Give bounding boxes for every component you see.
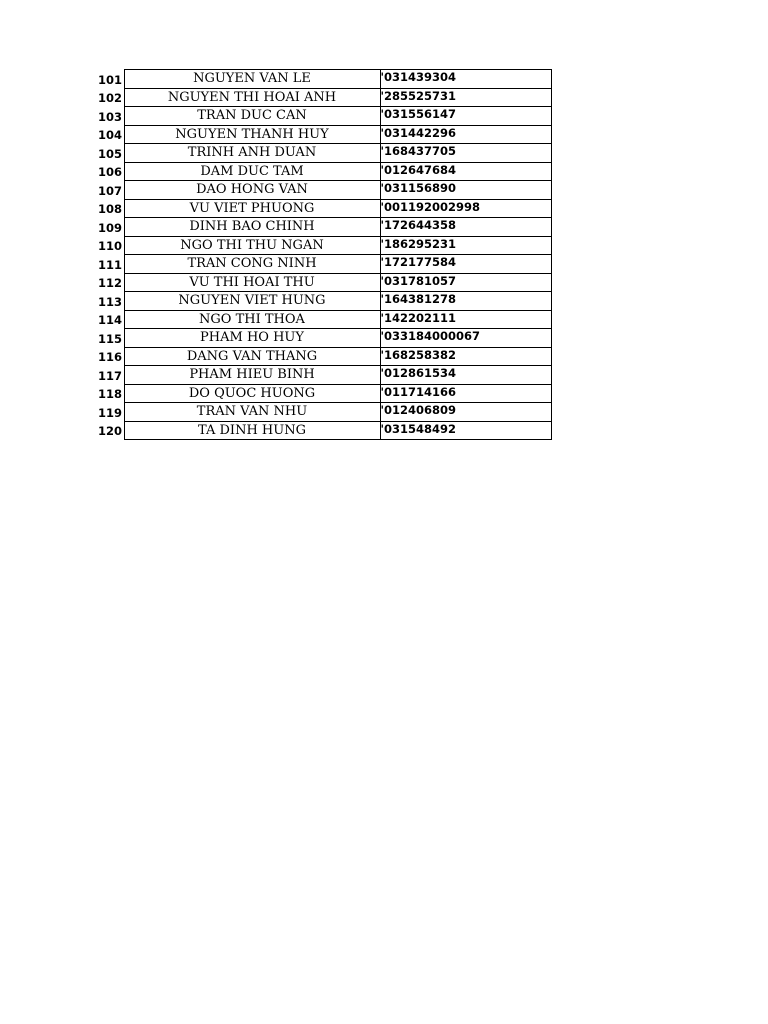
row-number: 101 bbox=[98, 72, 123, 87]
row-number: 112 bbox=[98, 276, 123, 291]
row-number: 110 bbox=[98, 239, 123, 254]
table-row bbox=[98, 329, 551, 348]
id-number-cell: '012406809 bbox=[380, 403, 551, 422]
name-cell: PHAM HIEU BINH bbox=[124, 366, 380, 385]
id-number-cell: '031439304 bbox=[380, 70, 551, 89]
name-cell: TRAN CONG NINH bbox=[124, 255, 380, 274]
row-number: 108 bbox=[98, 202, 123, 217]
id-number-cell: '172644358 bbox=[380, 218, 551, 237]
name-cell: TRINH ANH DUAN bbox=[124, 144, 380, 163]
roster-table-body bbox=[98, 70, 551, 440]
id-number-cell: '164381278 bbox=[380, 292, 551, 311]
id-number-cell: '031556147 bbox=[380, 107, 551, 126]
table-row bbox=[98, 347, 551, 366]
row-number: 111 bbox=[98, 257, 123, 272]
id-number-cell: '001192002998 bbox=[380, 199, 551, 218]
id-number-cell: '031548492 bbox=[380, 421, 551, 440]
row-number: 109 bbox=[98, 220, 123, 235]
row-number: 102 bbox=[98, 91, 123, 106]
name-cell: DO QUOC HUONG bbox=[124, 384, 380, 403]
table-row bbox=[98, 199, 551, 218]
table-row bbox=[98, 403, 551, 422]
row-number: 116 bbox=[98, 350, 123, 365]
name-cell: NGUYEN THANH HUY bbox=[124, 125, 380, 144]
row-number: 106 bbox=[98, 165, 123, 180]
name-cell: NGUYEN VAN LE bbox=[124, 70, 380, 89]
id-number-cell: '285525731 bbox=[380, 88, 551, 107]
table-row bbox=[98, 421, 551, 440]
id-number-cell: '168258382 bbox=[380, 347, 551, 366]
table-row bbox=[98, 292, 551, 311]
name-cell: DANG VAN THANG bbox=[124, 347, 380, 366]
id-number-cell: '172177584 bbox=[380, 255, 551, 274]
table-row bbox=[98, 236, 551, 255]
table-row bbox=[98, 255, 551, 274]
row-number: 104 bbox=[98, 128, 123, 143]
table-row bbox=[98, 70, 551, 89]
table-row bbox=[98, 107, 551, 126]
name-cell: NGO THI THOA bbox=[124, 310, 380, 329]
id-number-cell: '011714166 bbox=[380, 384, 551, 403]
table-row bbox=[98, 181, 551, 200]
row-number: 117 bbox=[98, 368, 123, 383]
id-number-cell: '033184000067 bbox=[380, 329, 551, 348]
name-cell: PHAM HO HUY bbox=[124, 329, 380, 348]
name-cell: NGO THI THU NGAN bbox=[124, 236, 380, 255]
name-cell: DAM DUC TAM bbox=[124, 162, 380, 181]
id-number-cell: '031156890 bbox=[380, 181, 551, 200]
table-row bbox=[98, 366, 551, 385]
id-number-cell: '012647684 bbox=[380, 162, 551, 181]
name-cell: DAO HONG VAN bbox=[124, 181, 380, 200]
id-number-cell: '012861534 bbox=[380, 366, 551, 385]
name-cell: TRAN VAN NHU bbox=[124, 403, 380, 422]
row-number: 105 bbox=[98, 146, 123, 161]
name-cell: TA DINH HUNG bbox=[124, 421, 380, 440]
row-number: 103 bbox=[98, 109, 123, 124]
table-row bbox=[98, 218, 551, 237]
name-cell: DINH BAO CHINH bbox=[124, 218, 380, 237]
table-row bbox=[98, 144, 551, 163]
id-number-cell: '168437705 bbox=[380, 144, 551, 163]
table-row bbox=[98, 125, 551, 144]
row-number: 119 bbox=[98, 405, 123, 420]
name-cell: VU THI HOAI THU bbox=[124, 273, 380, 292]
id-number-cell: '186295231 bbox=[380, 236, 551, 255]
table-row bbox=[98, 310, 551, 329]
name-cell: VU VIET PHUONG bbox=[124, 199, 380, 218]
name-cell: NGUYEN VIET HUNG bbox=[124, 292, 380, 311]
id-number-cell: '142202111 bbox=[380, 310, 551, 329]
name-cell: NGUYEN THI HOAI ANH bbox=[124, 88, 380, 107]
name-cell: TRAN DUC CAN bbox=[124, 107, 380, 126]
row-number: 107 bbox=[98, 183, 123, 198]
id-number-cell: '031781057 bbox=[380, 273, 551, 292]
row-number: 113 bbox=[98, 294, 123, 309]
row-number: 114 bbox=[98, 313, 123, 328]
table-row bbox=[98, 273, 551, 292]
table-row bbox=[98, 88, 551, 107]
row-number: 118 bbox=[98, 387, 123, 402]
id-number-cell: '031442296 bbox=[380, 125, 551, 144]
table-row bbox=[98, 162, 551, 181]
row-number: 120 bbox=[98, 424, 123, 439]
table-row bbox=[98, 384, 551, 403]
row-number: 115 bbox=[98, 331, 123, 346]
roster-table bbox=[98, 69, 552, 440]
